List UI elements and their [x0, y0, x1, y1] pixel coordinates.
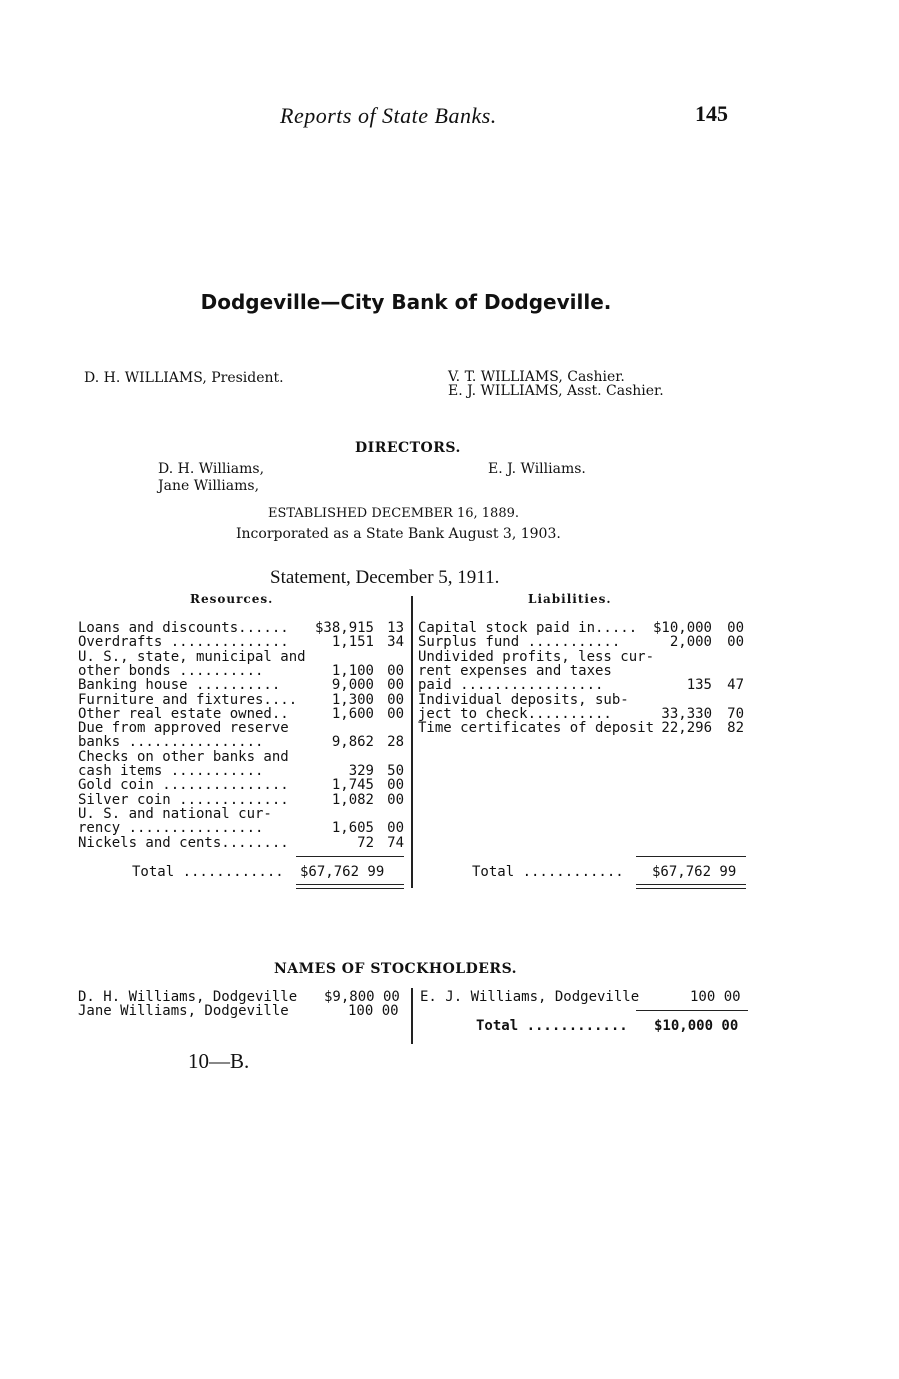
officer-asst-cashier: E. J. WILLIAMS, Asst. Cashier. — [448, 383, 664, 399]
ledger-cents: 47 — [727, 677, 744, 694]
ledger-cents: 00 — [387, 820, 404, 837]
liabilities-total-label: Total ............ — [472, 864, 624, 880]
ledger-dollars: 72 — [357, 834, 374, 851]
stockholder-amount: 100 00 — [348, 1003, 399, 1019]
sum-rule — [636, 1010, 748, 1011]
ledger-cents: 00 — [387, 791, 404, 808]
ledger-dollars: 9,000 — [331, 677, 374, 694]
ledger-cents: 34 — [387, 634, 404, 651]
ledger-label: cash items ........... — [78, 763, 264, 779]
ledger-dollars: 22,296 — [661, 720, 712, 737]
officer-president: D. H. WILLIAMS, President. — [84, 370, 284, 386]
ledger-dollars: 1,300 — [331, 691, 374, 708]
ledger-dollars: $10,000 — [652, 620, 712, 636]
ledger-label: Overdrafts .............. — [78, 634, 289, 651]
ledger-label: Loans and discounts...... — [78, 620, 289, 636]
ledger-row — [78, 678, 408, 692]
ledger-row — [78, 807, 408, 821]
ledger-row — [418, 693, 748, 707]
resources-heading: Resources. — [190, 592, 274, 606]
ledger-row — [78, 778, 408, 792]
officer-cashier: V. T. WILLIAMS, Cashier. — [448, 369, 625, 385]
stockholder-name: E. J. Williams, Dodgeville — [420, 989, 640, 1005]
ledger-dollars: 1,745 — [331, 777, 374, 794]
total-double-rule — [296, 884, 404, 885]
ledger-cents: 13 — [387, 620, 404, 636]
ledger-cents: 50 — [387, 763, 404, 779]
ledger-row — [78, 821, 408, 835]
director-name: E. J. Williams. — [488, 461, 586, 477]
ledger-dollars: $38,915 — [314, 620, 374, 636]
total-double-rule — [296, 888, 404, 889]
statement-title: Statement, December 5, 1911. — [270, 567, 500, 588]
ledger-cents: 74 — [387, 834, 404, 851]
stockholders-total-value: $10,000 00 — [654, 1018, 739, 1034]
director-name: Jane Williams, — [158, 478, 260, 494]
stockholder-name: Jane Williams, Dodgeville — [78, 1003, 289, 1019]
ledger-label: Furniture and fixtures.... — [78, 691, 298, 708]
ledger-label: Capital stock paid in..... — [418, 620, 638, 636]
ledger-label: ject to check.......... — [418, 705, 612, 722]
ledger-label: rency ................ — [78, 820, 264, 837]
established-date: ESTABLISHED DECEMBER 16, 1889. — [268, 506, 519, 521]
ledger-row — [78, 735, 408, 749]
stockholders-total-label: Total ............ — [476, 1018, 628, 1034]
page-number: 145 — [695, 101, 728, 126]
stockholder-amount: 100 00 — [690, 989, 741, 1005]
ledger-dollars: 1,082 — [331, 791, 374, 808]
ledger-row — [418, 678, 748, 692]
stockholder-amount: $9,800 00 — [324, 989, 400, 1005]
ledger-label: Banking house .......... — [78, 677, 281, 694]
ledger-dollars: 135 — [686, 677, 712, 694]
ledger-cents: 00 — [387, 662, 404, 679]
ledger-label: Due from approved reserve — [78, 720, 289, 737]
resources-table — [78, 621, 408, 861]
ledger-label: Other real estate owned.. — [78, 705, 289, 722]
ledger-label: Silver coin ............. — [78, 791, 289, 808]
ledger-row — [418, 664, 748, 678]
ledger-row — [78, 764, 408, 778]
ledger-dollars: 33,330 — [661, 705, 712, 722]
ledger-row — [78, 707, 408, 721]
director-name: D. H. Williams, — [158, 461, 265, 477]
ledger-label: banks ................ — [78, 734, 264, 751]
ledger-row — [78, 635, 408, 649]
ledger-row — [78, 664, 408, 678]
ledger-dollars: 1,600 — [331, 705, 374, 722]
ledger-dollars: 9,862 — [331, 734, 374, 751]
ledger-row — [78, 693, 408, 707]
ledger-dollars: 1,605 — [331, 820, 374, 837]
ledger-cents: 00 — [727, 620, 744, 636]
stockholder-name: D. H. Williams, Dodgeville — [78, 989, 298, 1005]
ledger-cents: 00 — [727, 634, 744, 651]
ledger-dollars: 1,151 — [331, 634, 374, 651]
ledger-label: Individual deposits, sub- — [418, 691, 629, 708]
total-double-rule — [636, 888, 746, 889]
directors-heading: DIRECTORS. — [355, 440, 461, 456]
ledger-row — [418, 707, 748, 721]
signature-mark: 10—B. — [188, 1049, 250, 1073]
bank-title: Dodgeville—City Bank of Dodgeville. — [200, 290, 612, 314]
liabilities-table — [418, 621, 748, 861]
ledger-label: paid ................. — [418, 677, 604, 694]
column-divider — [411, 596, 413, 888]
incorporated-date: Incorporated as a State Bank August 3, 1903. — [236, 526, 561, 542]
running-head: Reports of State Banks. — [280, 103, 497, 128]
ledger-label: Time certificates of deposit — [418, 720, 655, 737]
ledger-label: Undivided profits, less cur- — [418, 648, 655, 665]
ledger-cents: 82 — [727, 720, 744, 737]
ledger-dollars: 329 — [348, 763, 374, 779]
ledger-row — [418, 721, 748, 735]
ledger-label: Surplus fund ........... — [418, 634, 621, 651]
stockholders-heading: NAMES OF STOCKHOLDERS. — [274, 961, 518, 977]
ledger-row — [78, 836, 408, 850]
ledger-cents: 00 — [387, 777, 404, 794]
ledger-label: Nickels and cents........ — [78, 834, 289, 851]
ledger-row — [78, 793, 408, 807]
liabilities-total-value: $67,762 99 — [652, 864, 737, 880]
liabilities-heading: Liabilities. — [528, 592, 612, 606]
ledger-dollars: 2,000 — [669, 634, 712, 651]
ledger-label: other bonds .......... — [78, 662, 264, 679]
ledger-row — [418, 650, 748, 664]
resources-total-value: $67,762 99 — [300, 864, 385, 880]
ledger-row — [78, 750, 408, 764]
ledger-row — [78, 721, 408, 735]
sum-rule — [636, 856, 746, 857]
ledger-cents: 70 — [727, 705, 744, 722]
total-double-rule — [636, 884, 746, 885]
ledger-row — [78, 621, 408, 635]
sum-rule — [296, 856, 404, 857]
ledger-cents: 00 — [387, 677, 404, 694]
ledger-row — [418, 621, 748, 635]
ledger-cents: 28 — [387, 734, 404, 751]
ledger-label: Checks on other banks and — [78, 748, 289, 765]
ledger-label: rent expenses and taxes — [418, 662, 612, 679]
ledger-row — [418, 635, 748, 649]
resources-total-label: Total ............ — [132, 864, 284, 880]
ledger-label: Gold coin ............... — [78, 777, 289, 794]
ledger-cents: 00 — [387, 705, 404, 722]
ledger-label: U. S., state, municipal and — [78, 648, 306, 665]
ledger-row — [78, 650, 408, 664]
ledger-cents: 00 — [387, 691, 404, 708]
ledger-dollars: 1,100 — [331, 662, 374, 679]
ledger-label: U. S. and national cur- — [78, 805, 272, 822]
stockholders-divider — [411, 988, 413, 1044]
